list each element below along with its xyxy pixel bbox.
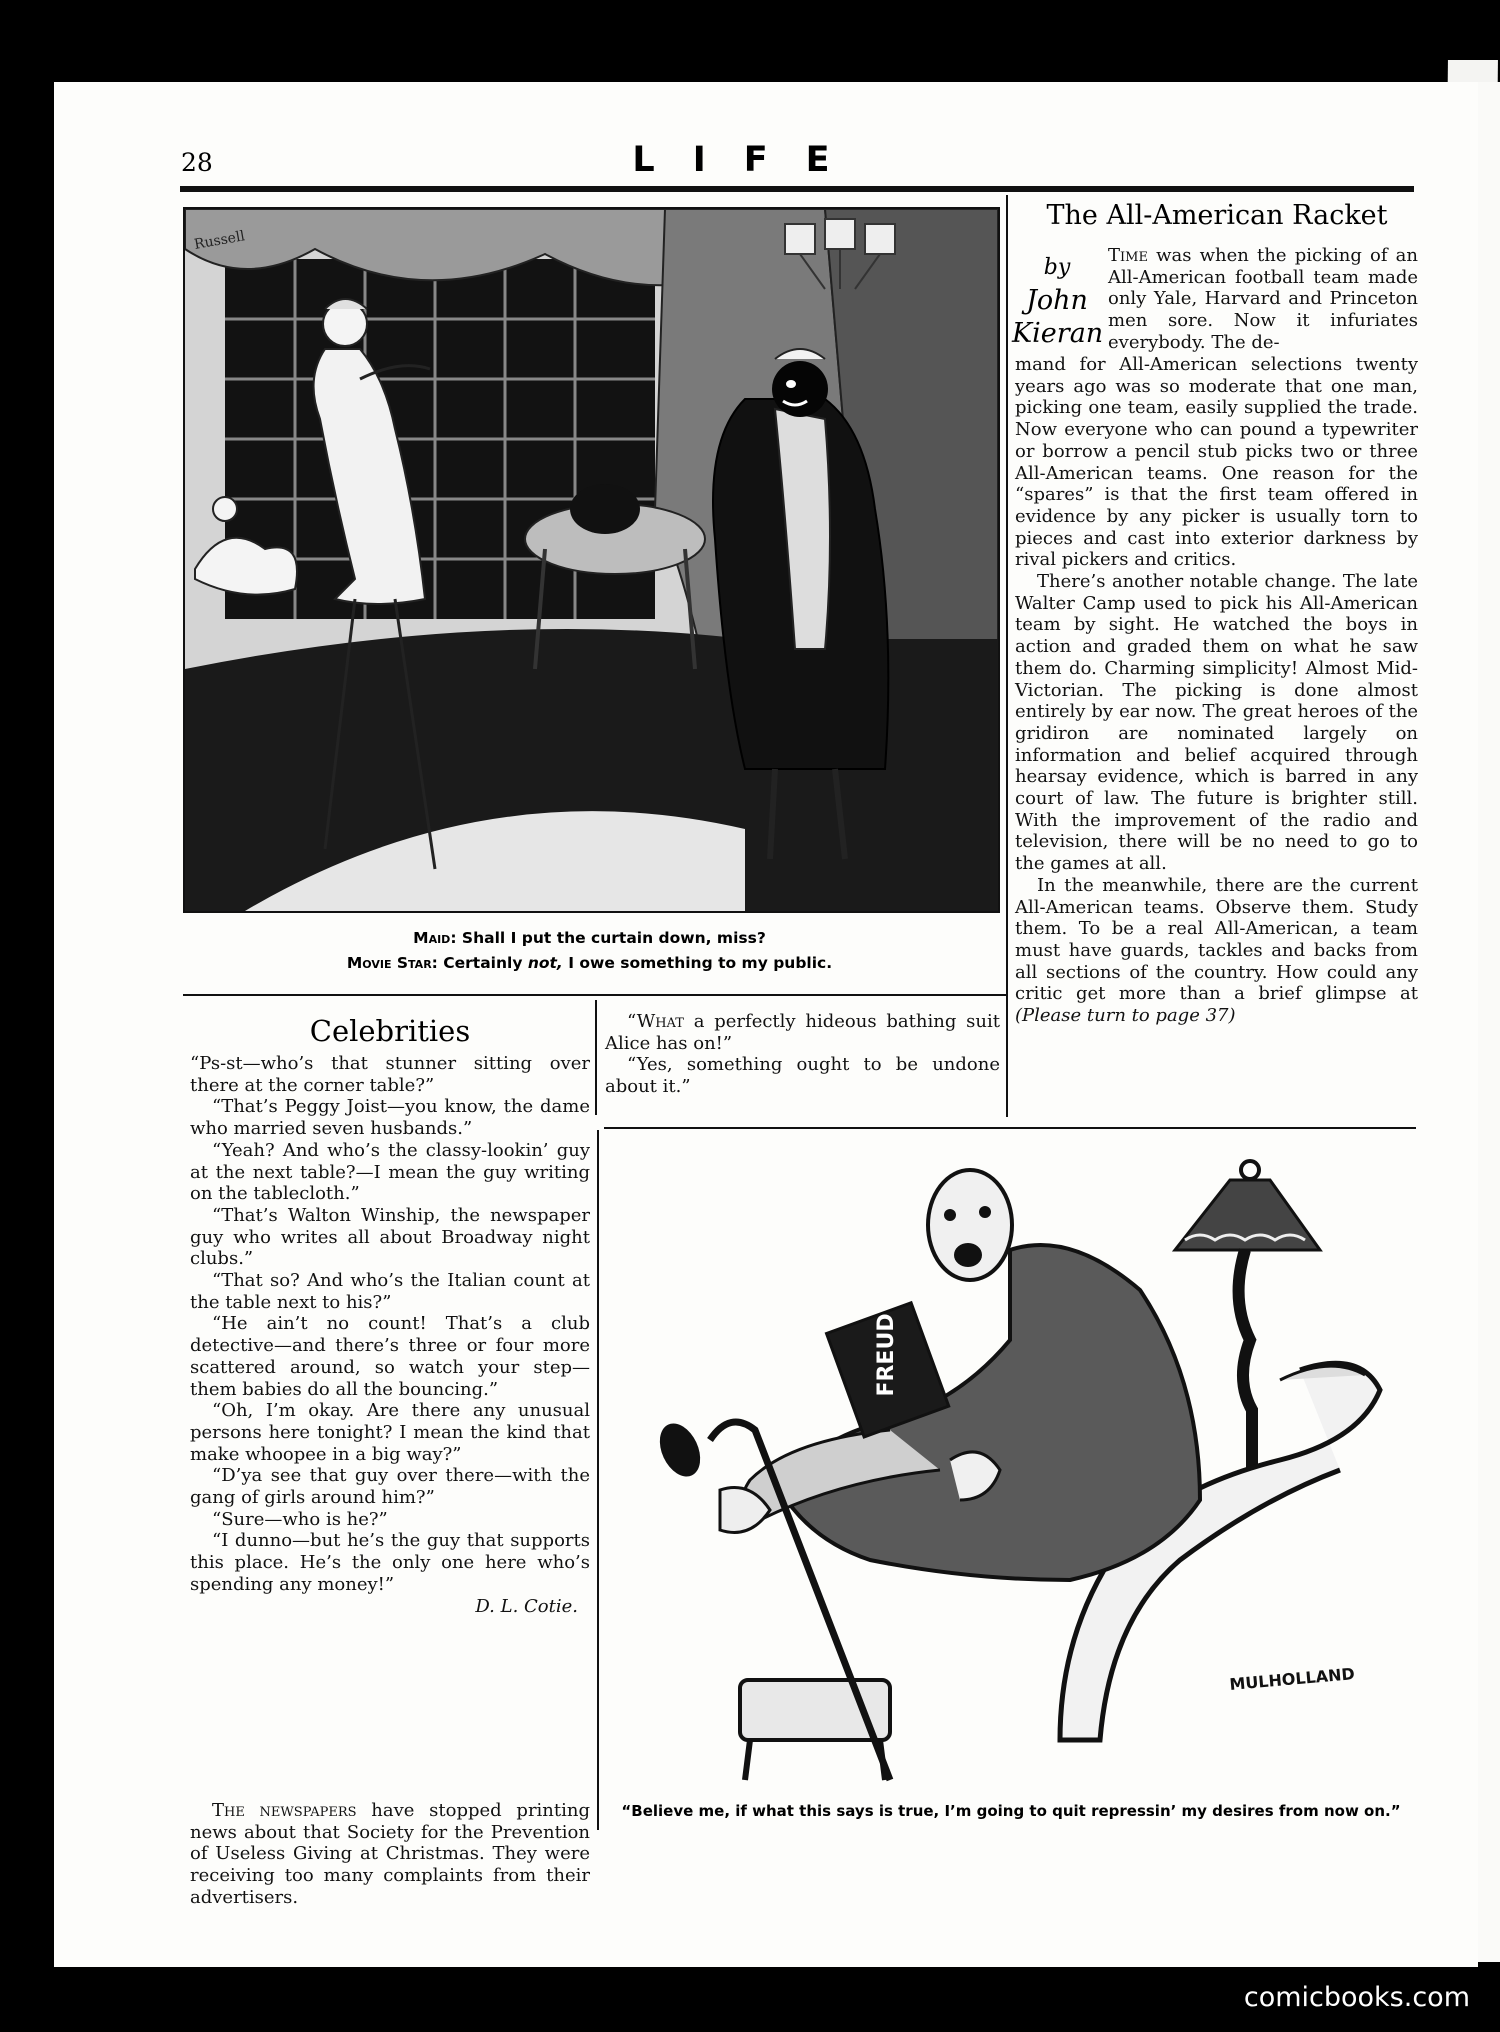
section-rule-top <box>183 994 1006 996</box>
newspapers-item <box>190 1800 590 1909</box>
celebrities-line: “He ain’t no count! That’s a club detective—and there’s three or four more scattered around, so watch your step—them babies do all the bouncing.” <box>190 1313 590 1400</box>
column-rule-right <box>1006 195 1008 1117</box>
section-rule-bottom <box>604 1127 1416 1129</box>
celebrities-body <box>190 1053 590 1617</box>
speaker-maid: Maid: <box>413 929 457 947</box>
cartoon-bottom-signature: MULHOLLAND <box>1228 1664 1356 1694</box>
article-body <box>1015 354 1418 1027</box>
article-p2: There’s another notable change. The late Walter Camp used to pick his All-American team by sight. He watched the boys in action and graded them on what he saw them do. Charming simplicity! Almost Mid-Victorian. The picking is done almost entirely by ear now. The great heroes of the gridiron are nominated largely on information and belief acquired through hearsay evidence, which is barred in any court of law. The future is brighter still. With the improvement of the radio and television, there will be no need to go to the games at all. <box>1015 571 1418 875</box>
cartoon-movie-star <box>183 207 1000 913</box>
celebrities-line: “That’s Peggy Joist—you know, the dame who married seven husbands.” <box>190 1096 590 1140</box>
cartoon-bottom-caption: “Believe me, if what this says is true, I’m going to quit repressin’ my desires from now on.” <box>621 1802 1401 1820</box>
star-line-post: I owe something to my public. <box>562 954 833 972</box>
article-p3-a: In the meanwhile, there are the current All-American teams. Observe them. Study them. To be a real All-American, a team must have guards, tackles and backs from all sections of the country. How could any critic get more than a brief glimpse at <box>1015 874 1418 1005</box>
cartoon-freud-reader <box>640 1140 1410 1795</box>
star-line-emph: not, <box>527 954 563 972</box>
newspapers-text: have stopped printing news about that Society for the Prevention of Useless Giving at Christmas. They were receiving too many complaints from their advertisers. <box>190 1800 591 1908</box>
book-title: FREUD <box>873 1313 899 1397</box>
celebrities-line: “D’ya see that guy over there—with the gang of girls around him?” <box>190 1465 590 1509</box>
caption-line-star <box>183 951 996 976</box>
column-rule-lower <box>597 1130 599 1830</box>
celebrities-title: Celebrities <box>309 1014 471 1048</box>
newspapers-lead: The newspapers <box>212 1800 357 1821</box>
caption-line-maid <box>183 926 996 951</box>
maid-line: Shall I put the curtain down, miss? <box>456 929 766 947</box>
celebrities-line: “Sure—who is he?” <box>212 1508 388 1530</box>
celebrities-line: “Ps-st—who’s that stunner sitting over there at the corner table?” <box>190 1053 590 1096</box>
bathing-lead: “What <box>627 1011 684 1032</box>
masthead: LIFE <box>632 140 868 180</box>
cartoon-top-caption <box>183 926 996 976</box>
masthead-rule <box>180 186 1414 192</box>
article-p1-b: mand for All-American selections twenty years ago was so moderate that one man, picking one team, easily supplied the trade. Now everyone who can pound a typewriter or borrow a pencil stub picks two or three All-American teams. One reason for the “spares” is that the first team offered in evidence by any picker is usually torn to pieces and cast into exterior darkness by rival pickers and critics. <box>1015 354 1418 571</box>
watermark: comicbooks.com <box>1243 1982 1470 2013</box>
article-lead: Time <box>1108 245 1148 266</box>
article-para-1-head <box>1108 245 1418 354</box>
column-rule-middle <box>595 1000 597 1115</box>
star-line-pre: Certainly <box>437 954 528 972</box>
byline <box>1012 251 1102 350</box>
bathing-line1: a perfectly hideous bathing suit Alice has on!” <box>605 1011 1000 1054</box>
celebrities-line: “Oh, I’m okay. Are there any unusual persons here tonight? I mean the kind that make whoopee in a big way?” <box>190 1400 590 1465</box>
page-number: 28 <box>181 148 213 177</box>
bathing-suit-joke <box>605 1011 1000 1098</box>
celebrities-author: D. L. Cotie. <box>475 1595 578 1617</box>
article-continued: (Please turn to page 37) <box>1015 1005 1236 1027</box>
article-title: The All-American Racket <box>1046 200 1388 231</box>
byline-last: Kieran <box>1012 318 1104 349</box>
page-edge <box>1478 82 1500 1962</box>
speaker-movie-star: Movie Star: <box>346 954 438 972</box>
celebrities-line: “Yeah? And who’s the classy-lookin’ guy at the next table?—I mean the guy writing on the tablecloth.” <box>190 1139 590 1205</box>
article-p1-a: was when the picking of an All-American football team made only Yale, Harvard and Princeton men sore. Now it infuriates everybody. The de- <box>1108 245 1418 353</box>
byline-by: by <box>1043 255 1071 280</box>
celebrities-line: “That so? And who’s the Italian count at the table next to his?” <box>190 1270 590 1313</box>
bathing-line2: “Yes, something ought to be undone about it.” <box>605 1054 1000 1098</box>
celebrities-line: “I dunno—but he’s the guy that supports this place. He’s the only one here who’s spending any money!” <box>190 1530 590 1595</box>
byline-first: John <box>1026 285 1088 316</box>
celebrities-line: “That’s Walton Winship, the newspaper guy who writes all about Broadway night clubs.” <box>190 1204 590 1270</box>
cartoon-top-signature: Russell <box>192 228 247 253</box>
